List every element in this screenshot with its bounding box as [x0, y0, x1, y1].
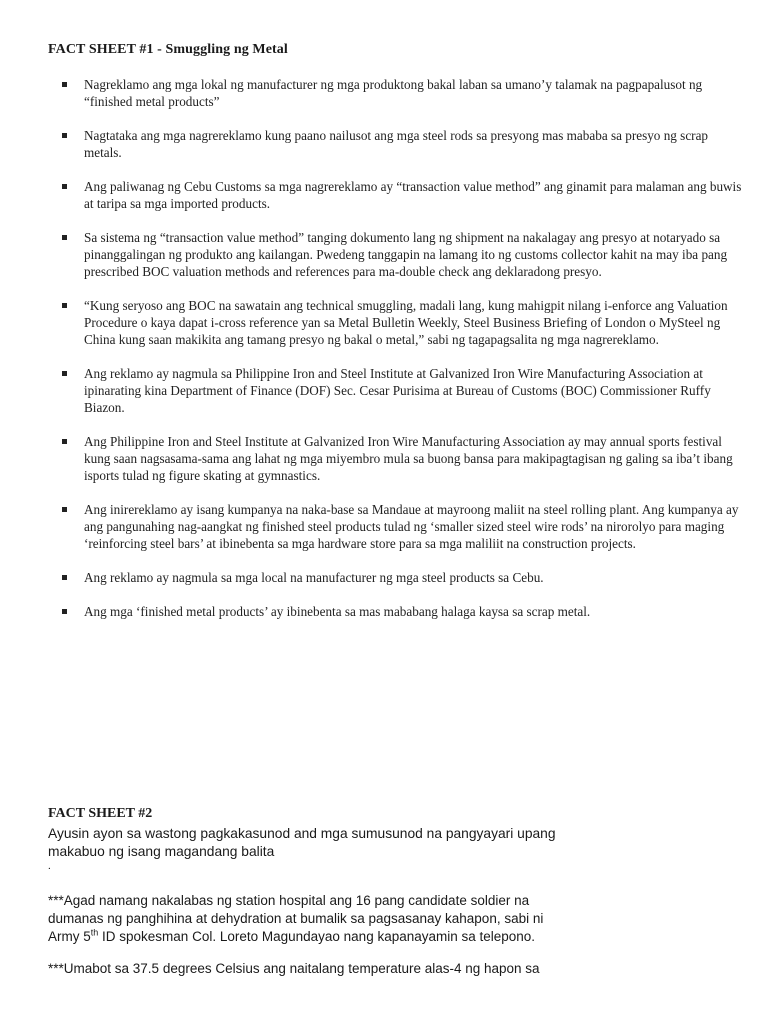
- list-item-text: Nagreklamo ang mga lokal ng manufacturer ng mga produktong bakal laban sa umano’y talamak na pagpapalusot ng “finished metal products”: [84, 77, 703, 109]
- bullet-icon: [62, 82, 67, 87]
- bullet-icon: [62, 609, 67, 614]
- fact-sheet-2-title: FACT SHEET #2: [48, 806, 153, 821]
- list-item: [62, 603, 742, 620]
- list-item: [62, 365, 742, 416]
- stray-period: .: [48, 860, 51, 872]
- list-item: [62, 433, 742, 484]
- list-item-text: Ang mga ‘finished metal products’ ay ibinebenta sa mas mababang halaga kaysa sa scrap metal.: [84, 604, 591, 619]
- bullet-icon: [62, 371, 67, 376]
- paragraph-2: ***Umabot sa 37.5 degrees Celsius ang naitalang temperature alas-4 ng hapon sa: [48, 961, 540, 976]
- list-item-text: Nagtataka ang mga nagrereklamo kung paano nailusot ang mga steel rods sa presyong mas mababa sa presyo ng scrap metals.: [84, 128, 709, 160]
- bullet-icon: [62, 575, 67, 580]
- list-item-text: Ang inirereklamo ay isang kumpanya na naka-base sa Mandaue at mayroong maliit na steel rolling plant. Ang kumpanya ay ang pangunahing nag-aangkat ng finished steel products tulad ng ‘smaller sized steel wire rods’ na nirorolyo para maging ‘reinforcing steel bars’ at ibinebenta sa mga hardware store para sa mga maliliit na construction projects.: [84, 502, 739, 551]
- bullet-icon: [62, 184, 67, 189]
- paragraph-1-text-end: ID spokesman Col. Loreto Magundayao nang kapanayamin sa telepono.: [98, 929, 536, 944]
- list-item: [62, 569, 742, 586]
- bullet-icon: [62, 235, 67, 240]
- list-item: [62, 229, 742, 280]
- bullet-icon: [62, 303, 67, 308]
- paragraph-1: [48, 892, 568, 946]
- bullet-icon: [62, 439, 67, 444]
- list-item: [62, 178, 742, 212]
- fact-sheet-1-title: FACT SHEET #1 - Smuggling ng Metal: [48, 42, 288, 57]
- ordinal-suffix: th: [90, 927, 99, 938]
- list-item: [62, 501, 742, 552]
- list-item-text: Ang Philippine Iron and Steel Institute at Galvanized Iron Wire Manufacturing Association ay may annual sports festival kung saan nagsasama-sama ang lahat ng mga miyembro mula sa buong bansa para makipagtagisan ng galing sa iba’t ibang isports tulad ng figure skating at gymnastics.: [84, 434, 733, 483]
- list-item-text: Ang reklamo ay nagmula sa mga local na manufacturer ng mga steel products sa Cebu.: [84, 570, 544, 585]
- list-item-text: Ang reklamo ay nagmula sa Philippine Iron and Steel Institute at Galvanized Iron Wire Manufacturing Association at ipinarating kina Department of Finance (DOF) Sec. Cesar Purisima at Bureau of Customs (BOC) Commissioner Ruffy Biazon.: [84, 366, 711, 415]
- list-item: [62, 76, 742, 110]
- list-item: [62, 127, 742, 161]
- list-item: [62, 297, 742, 348]
- list-item-text: Sa sistema ng “transaction value method” tanging dokumento lang ng shipment na nakalagay ang presyo at notaryado sa pinanggalingan ng produkto ang kailangan. Pwedeng tanggapin na lamang ito ng customs collector kahit na may iba pang prescribed BOC valuation methods and references para ma-double check ang deklaradong presyo.: [84, 230, 728, 279]
- list-item-text: “Kung seryoso ang BOC na sawatain ang technical smuggling, madali lang, kung mahigpit nilang i-enforce ang Valuation Procedure o kaya dapat i-cross reference yan sa Metal Bulletin Weekly, Steel Business Briefing of London o MySteel ng China kung saan makikita ang tamang presyo ng bakal o metal,” sabi ng tagapagsalita ng mga nagrereklamo.: [84, 298, 728, 347]
- bullet-icon: [62, 133, 67, 138]
- fact-sheet-1-list: [62, 76, 742, 637]
- paragraph-1-text-start: ***Agad namang nakalabas ng station hospital ang 16 pang candidate soldier na dumanas ng panghihina at dehydration at bumalik sa pagsasanay kahapon, sabi ni Army 5: [48, 893, 544, 944]
- bullet-icon: [62, 507, 67, 512]
- list-item-text: Ang paliwanag ng Cebu Customs sa mga nagrereklamo ay “transaction value method” ang ginamit para malaman ang buwis at taripa sa mga imported products.: [84, 179, 742, 211]
- fact-sheet-2-instructions: Ayusin ayon sa wastong pagkakasunod and mga sumusunod na pangyayari upang makabuo ng isang magandang balita: [48, 826, 556, 859]
